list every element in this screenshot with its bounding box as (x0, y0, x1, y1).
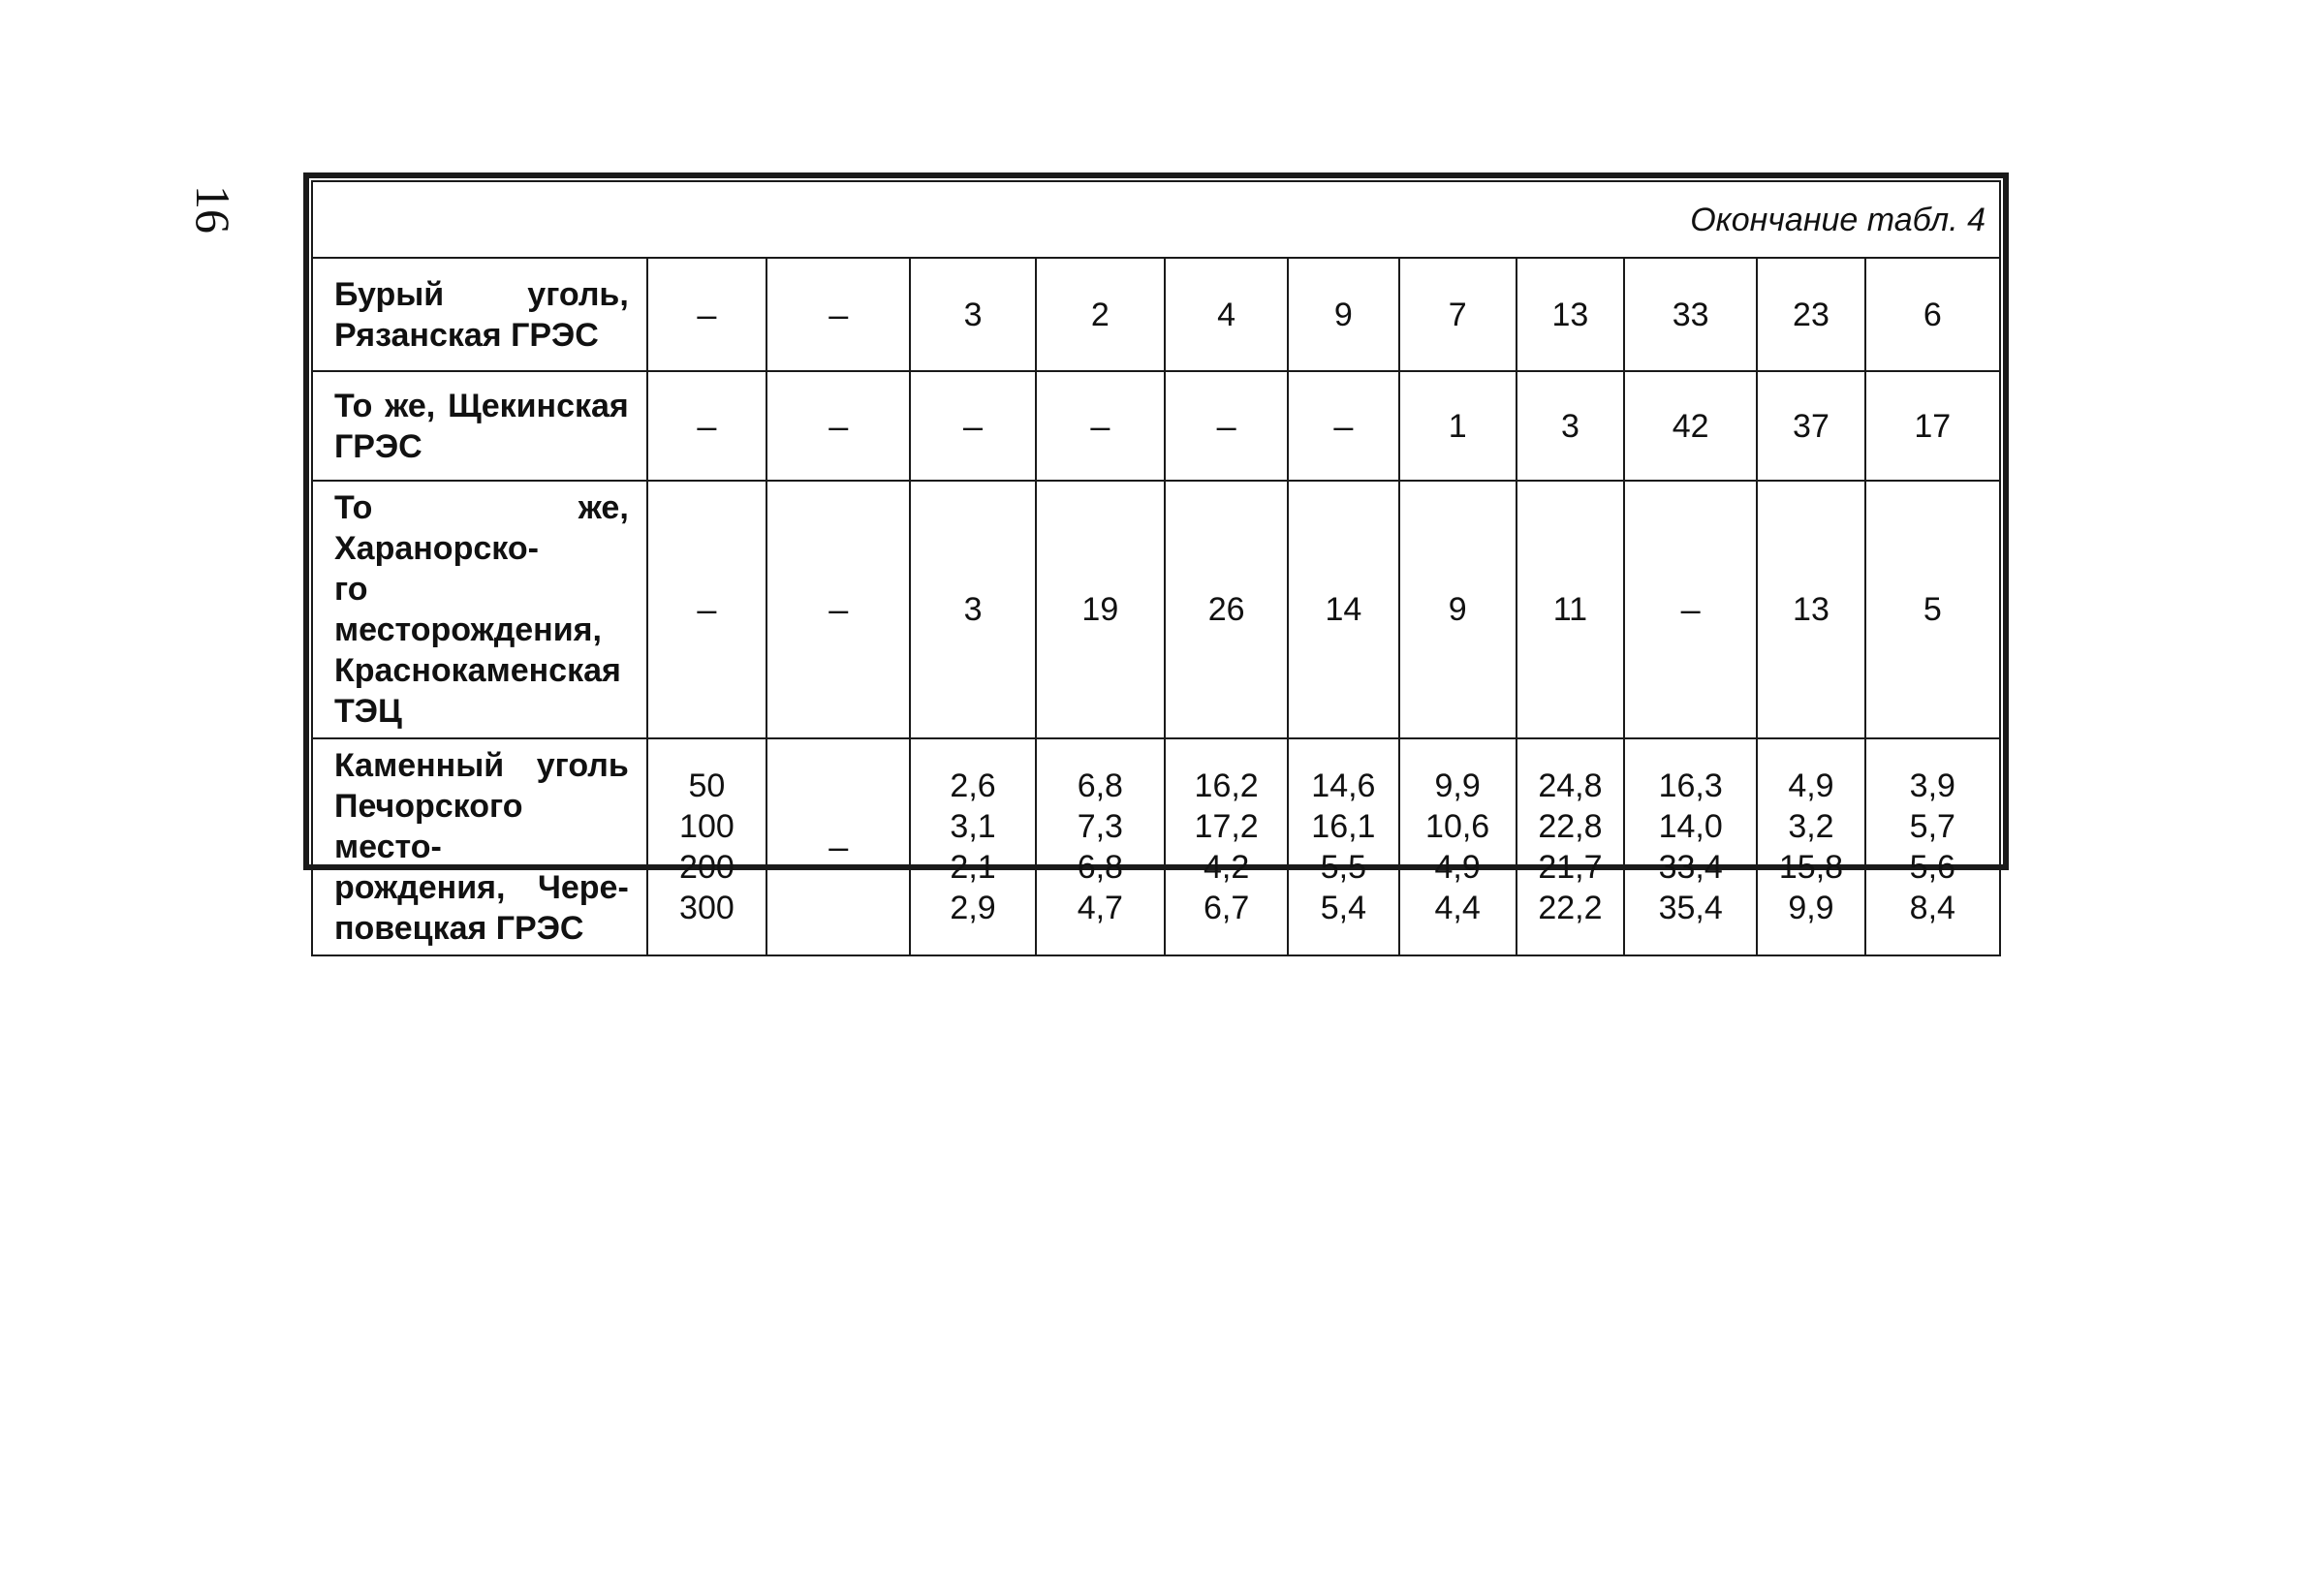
cell-value: – (697, 589, 717, 629)
cell-value: 5,6 (1909, 849, 1955, 886)
cell-value: 9,9 (1788, 890, 1834, 926)
table-cell (1288, 481, 1398, 738)
table-cell (910, 481, 1035, 738)
data-table (311, 180, 2001, 956)
cell-value: – (963, 405, 984, 446)
table-cell (1399, 738, 1517, 955)
table-cell (1865, 258, 2000, 371)
table-row (312, 738, 2000, 955)
row-label-line: повецкая ГРЭС (334, 910, 584, 947)
cell-value: 13 (1793, 591, 1829, 628)
row-label-line: рождения, Чере- (334, 869, 629, 906)
table-cell (910, 258, 1035, 371)
table-cell (647, 258, 766, 371)
table-cell (1165, 258, 1288, 371)
cell-value: 5,7 (1909, 808, 1955, 845)
table-cell (1624, 481, 1757, 738)
cell-value: 2,1 (950, 849, 996, 886)
table-cell (1165, 738, 1288, 955)
table-row (312, 481, 2000, 738)
table-cell (1865, 738, 2000, 955)
cell-value: 4,2 (1203, 849, 1250, 886)
table-cell (1517, 481, 1624, 738)
cell-value: 3,9 (1909, 767, 1955, 804)
table-cell (766, 738, 910, 955)
row-label-line: ГРЭС (334, 427, 422, 465)
cell-value: 6,8 (1077, 849, 1123, 886)
cell-value: 200 (679, 849, 735, 886)
cell-value: 13 (1551, 296, 1589, 333)
cell-value: 8,4 (1909, 890, 1955, 926)
cell-value: 33,4 (1658, 849, 1723, 886)
cell-value: 7,3 (1077, 808, 1123, 845)
table-row (312, 258, 2000, 371)
cell-value: 3,2 (1788, 808, 1834, 845)
row-label-line: ТЭЦ (334, 693, 402, 730)
cell-value: 3 (963, 296, 983, 333)
table-cell (647, 371, 766, 481)
cell-value: 9 (1448, 591, 1467, 628)
table-cell (1036, 481, 1165, 738)
table-cell (1288, 258, 1398, 371)
cell-value: 21,7 (1538, 849, 1603, 886)
cell-value: 9,9 (1434, 767, 1481, 804)
page-number: 16 (186, 185, 240, 234)
table-cell (1517, 258, 1624, 371)
table-cell (647, 481, 766, 738)
cell-value: – (829, 294, 849, 334)
cell-value: 42 (1672, 407, 1709, 445)
cell-value: – (829, 405, 849, 446)
cell-value: 37 (1793, 407, 1829, 445)
cell-value: 5,5 (1320, 849, 1367, 886)
table-cell (1517, 738, 1624, 955)
row-label (312, 371, 647, 481)
row-label (312, 481, 647, 738)
cell-value: 50 (688, 767, 726, 804)
row-label (312, 258, 647, 371)
cell-value: 17 (1914, 407, 1952, 445)
table-cell (1757, 258, 1864, 371)
table-cell (1517, 371, 1624, 481)
cell-value: 2,9 (950, 890, 996, 926)
table-cell (1624, 738, 1757, 955)
cell-value: 6 (1923, 296, 1942, 333)
table-cell (647, 738, 766, 955)
table-cell (1165, 481, 1288, 738)
table-caption: Окончание табл. 4 (312, 181, 2000, 258)
cell-value: 24,8 (1538, 767, 1603, 804)
table-cell (910, 738, 1035, 955)
table-cell (1288, 371, 1398, 481)
cell-value: – (1333, 405, 1354, 446)
cell-value: – (697, 294, 717, 334)
cell-value: – (829, 827, 849, 866)
cell-value: 100 (679, 808, 735, 845)
cell-value: 4 (1217, 296, 1236, 333)
cell-value: 2 (1090, 296, 1110, 333)
cell-value: 9 (1333, 296, 1353, 333)
cell-value: 14,6 (1311, 767, 1376, 804)
cell-value: 2,6 (950, 767, 996, 804)
row-label-line: То же, Харанорско- (334, 489, 629, 567)
table-row (312, 371, 2000, 481)
cell-value: 5 (1923, 591, 1942, 628)
cell-value: 33 (1672, 296, 1709, 333)
cell-value: – (1680, 589, 1701, 629)
row-label-line: Бурый уголь, (334, 275, 629, 313)
cell-value: – (829, 589, 849, 629)
cell-value: 4,9 (1788, 767, 1834, 804)
cell-value: – (697, 405, 717, 446)
cell-value: – (1090, 405, 1110, 446)
table-cell (1036, 258, 1165, 371)
cell-value: 11 (1552, 591, 1588, 628)
cell-value: 5,4 (1320, 890, 1367, 926)
table-cell (1036, 371, 1165, 481)
cell-value: 16,3 (1658, 767, 1723, 804)
cell-value: 26 (1207, 591, 1245, 628)
cell-value: – (1216, 405, 1236, 446)
cell-value: 4,9 (1434, 849, 1481, 886)
table-cell (1399, 258, 1517, 371)
table-cell (1399, 371, 1517, 481)
row-label-line: го месторождения, (334, 571, 602, 648)
table-cell (1624, 371, 1757, 481)
table-cell (1865, 481, 2000, 738)
row-label-line: Краснокаменская (334, 652, 621, 689)
cell-value: 22,2 (1538, 890, 1603, 926)
cell-value: 19 (1081, 591, 1119, 628)
table-cell (766, 371, 910, 481)
cell-value: 3,1 (950, 808, 996, 845)
cell-value: 300 (679, 890, 735, 926)
cell-value: 22,8 (1538, 808, 1603, 845)
cell-value: 14 (1325, 591, 1362, 628)
row-label (312, 738, 647, 955)
cell-value: 1 (1448, 407, 1467, 445)
table-cell (1036, 738, 1165, 955)
row-label-line: Печорского место- (334, 788, 523, 865)
cell-value: 14,0 (1658, 808, 1723, 845)
row-label-line: То же, Щекинская (334, 387, 629, 424)
cell-value: 7 (1448, 296, 1467, 333)
cell-value: 10,6 (1425, 808, 1490, 845)
row-label-line: Рязанская ГРЭС (334, 316, 599, 354)
row-label-line: Каменный уголь (334, 747, 629, 784)
cell-value: 3 (1560, 407, 1579, 445)
cell-value: 23 (1793, 296, 1829, 333)
cell-value: 4,7 (1077, 890, 1123, 926)
cell-value: 17,2 (1194, 808, 1259, 845)
caption-row (312, 181, 2000, 258)
cell-value: 16,2 (1194, 767, 1259, 804)
table-cell (1865, 371, 2000, 481)
cell-value: 15,8 (1778, 849, 1844, 886)
cell-value: 6,7 (1203, 890, 1250, 926)
table-cell (1757, 371, 1864, 481)
cell-value: 6,8 (1077, 767, 1123, 804)
table-cell (910, 371, 1035, 481)
cell-value: 35,4 (1658, 890, 1723, 926)
table-cell (766, 481, 910, 738)
cell-value: 3 (963, 591, 983, 628)
table-cell (1757, 481, 1864, 738)
table-frame (303, 172, 2009, 947)
table-cell (766, 258, 910, 371)
table-cell (1757, 738, 1864, 955)
cell-value: 4,4 (1434, 890, 1481, 926)
cell-value: 16,1 (1311, 808, 1376, 845)
table-cell (1624, 258, 1757, 371)
table-cell (1399, 481, 1517, 738)
table-cell (1165, 371, 1288, 481)
table-cell (1288, 738, 1398, 955)
